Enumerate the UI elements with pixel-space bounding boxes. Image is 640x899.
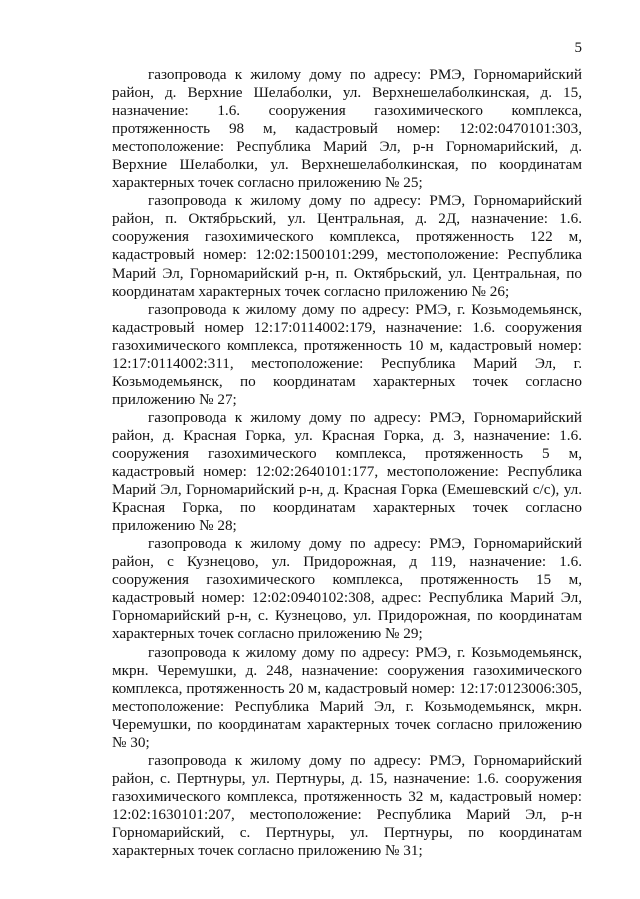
paragraph-annex-30: газопровода к жилому дому по адресу: РМЭ, г. Козьмодемьянск, мкрн. Черемушки, д. 248, назначение: сооружения газохимического комплекса, протяженность 20 м, кадастровый номер: 12:17:0123006:305, местоположение: Республика Марий Эл, г. Козьмодемьянск, мкрн. Черемушки, по координатам характерных точек согласно приложению № 30;	[112, 643, 582, 751]
paragraph-annex-27: газопровода к жилому дому по адресу: РМЭ, г. Козьмодемьянск, кадастровый номер 12:17:0114002:179, назначение: 1.6. сооружения газохимического комплекса, протяженность 10 м, кадастровый номер: 12:17:0114002:311, местоположение: Республика Марий Эл, г. Козьмодемьянск, по координатам характерных точек согласно приложению № 27;	[112, 300, 582, 408]
paragraph-annex-25: газопровода к жилому дому по адресу: РМЭ, Горномарийский район, д. Верхние Шелаболки, ул. Верхнешелаболкинская, д. 15, назначение: 1.6. сооружения газохимического комплекса, протяженность 98 м, кадастровый номер: 12:02:0470101:303, местоположение: Республика Марий Эл, р-н Горномарийский, д. Верхние Шелаболки, ул. Верхнешелаболкинская, по координатам характерных точек согласно приложению № 25;	[112, 66, 582, 192]
paragraph-annex-26: газопровода к жилому дому по адресу: РМЭ, Горномарийский район, п. Октябрьский, ул. Центральная, д. 2Д, назначение: 1.6. сооружения газохимического комплекса, протяженность 122 м, кадастровый номер: 12:02:1500101:299, местоположение: Республика Марий Эл, Горномарийский р-н, п. Октябрьский, ул. Центральная, по координатам характерных точек согласно приложению № 26;	[112, 192, 582, 300]
paragraph-annex-31: газопровода к жилому дому по адресу: РМЭ, Горномарийский район, с. Пертнуры, ул. Пертнуры, д. 15, назначение: 1.6. сооружения газохимического комплекса, протяженность 32 м, кадастровый номер: 12:02:1630101:207, местоположение: Республика Марий Эл, р-н Горномарийский, с. Пертнуры, ул. Пертнуры, по координатам характерных точек согласно приложению № 31;	[112, 751, 582, 860]
paragraph-annex-29: газопровода к жилому дому по адресу: РМЭ, Горномарийский район, с Кузнецово, ул. Придорожная, д 119, назначение: 1.6. сооружения газохимического комплекса, протяженность 15 м, кадастровый номер: 12:02:0940102:308, адрес: Республика Марий Эл, Горномарийский р-н, с. Кузнецово, ул. Придорожная, по координатам характерных точек согласно приложению № 29;	[112, 535, 582, 643]
document-body	[112, 66, 582, 860]
page-number: 5	[574, 40, 582, 56]
paragraph-annex-28: газопровода к жилому дому по адресу: РМЭ, Горномарийский район, д. Красная Горка, ул. Красная Горка, д. 3, назначение: 1.6. сооружения газохимического комплекса, протяженность 5 м, кадастровый номер: 12:02:2640101:177, местоположение: Республика Марий Эл, Горномарийский р-н, д. Красная Горка (Емешевский с/с), ул. Красная Горка, по координатам характерных точек согласно приложению № 28;	[112, 408, 582, 535]
